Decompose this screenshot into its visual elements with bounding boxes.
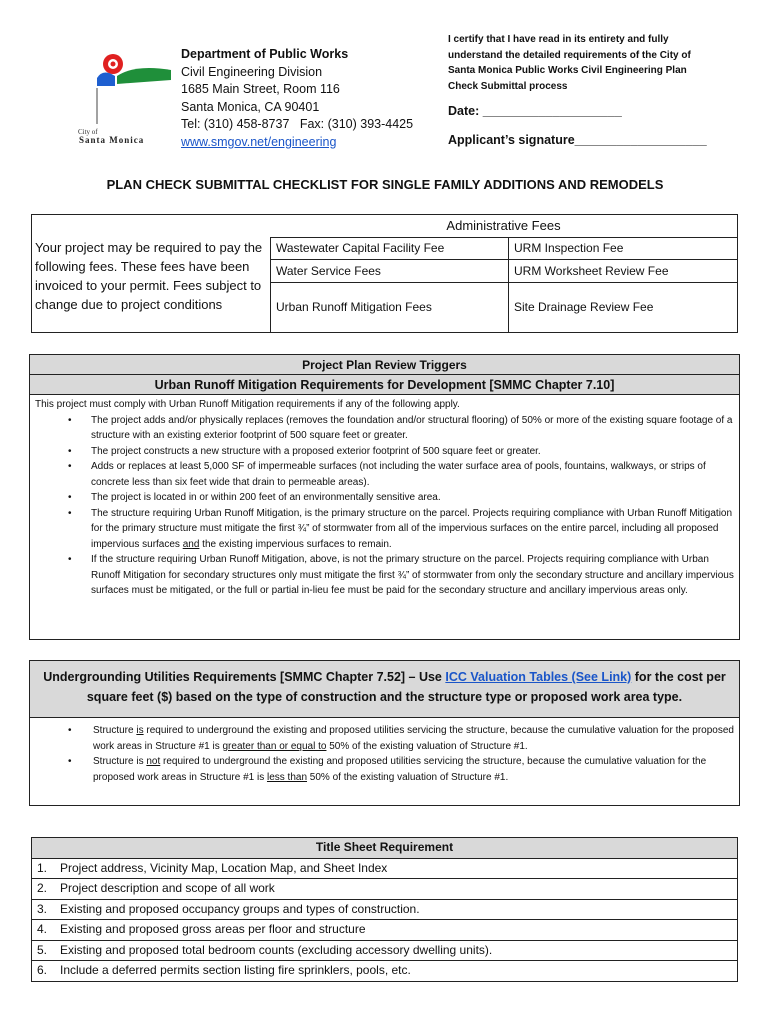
city-logo — [75, 46, 175, 156]
triggers-subheader: Urban Runoff Mitigation Requirements for Development [SMMC Chapter 7.10] — [30, 375, 739, 395]
fee-item: Urban Runoff Mitigation Fees — [270, 282, 508, 332]
title-sheet-header: Title Sheet Requirement — [32, 838, 737, 858]
certification-text: I certify that I have read in its entirety and fully understand the detailed requirements of the City of Santa Monica Public Works Civil Engineering Plan Check Submittal process — [448, 34, 691, 92]
website-link[interactable]: www.smgov.net/engineering — [181, 134, 337, 149]
date-field[interactable]: Date: ____________________ — [448, 104, 622, 118]
table-row: 3. Existing and proposed occupancy groups and types of construction. — [32, 899, 737, 920]
triggers-intro: This project must comply with Urban Runoff Mitigation requirements if any of the following apply. — [35, 399, 460, 410]
fee-item: Water Service Fees — [270, 259, 508, 282]
fee-item: URM Worksheet Review Fee — [508, 259, 737, 282]
phone-fax: Tel: (310) 458-8737 Fax: (310) 393-4425 — [181, 117, 414, 131]
page-title: PLAN CHECK SUBMITTAL CHECKLIST FOR SINGLE FAMILY ADDITIONS AND REMODELS — [106, 177, 664, 192]
signature-field[interactable]: Applicant’s signature___________________ — [448, 133, 707, 147]
undergrounding-body — [35, 723, 735, 785]
division-name: Civil Engineering Division — [181, 64, 323, 79]
triggers-body — [35, 397, 735, 599]
fee-item: Wastewater Capital Facility Fee — [270, 237, 508, 259]
table-row: 4. Existing and proposed gross areas per floor and structure — [32, 919, 737, 940]
list-item: • Structure is not required to underground the existing and proposed utilities servicing the structure, because the cumulative valuation for the proposed work areas in Structure #1 is less than 50% of the existing valuation of Structure #1. — [35, 754, 735, 785]
triggers-header: Project Plan Review Triggers — [30, 355, 739, 375]
department-name: Department of Public Works — [181, 47, 349, 61]
logo-text: Santa Monica — [79, 135, 145, 145]
list-item: • The project adds and/or physically replaces (removes the foundation and/or structural flooring) of 50% or more of the existing square footage of a structure with an existing exterior footprint of 500 square feet or greater. — [35, 413, 735, 444]
table-row: 5. Existing and proposed total bedroom counts (excluding accessory dwelling units). — [32, 940, 737, 961]
list-item: • If the structure requiring Urban Runoff Mitigation, above, is not the primary structure on the parcel. Projects requiring compliance with Urban Runoff Mitigation for secondary structures only must mitigate the first ¾” of stormwater from only the secondary structure and ancillary impervious surfaces must be mitigated, or the full or partial in-lieu fee must be paid for the secondary structure and ancillary impervious areas only. — [35, 552, 735, 599]
list-item: • The project constructs a new structure with a proposed exterior footprint of 500 square feet or greater. — [35, 444, 735, 460]
fee-item: Site Drainage Review Fee — [508, 282, 737, 332]
fee-item: URM Inspection Fee — [508, 237, 737, 259]
fees-header: Administrative Fees — [446, 218, 561, 233]
list-item: • The project is located in or within 200 feet of an environmentally sensitive area. — [35, 490, 735, 506]
table-row: 1. Project address, Vicinity Map, Location Map, and Sheet Index — [32, 858, 737, 879]
title-sheet-table — [31, 837, 738, 982]
address-line-1: 1685 Main Street, Room 116 — [181, 82, 340, 96]
table-row: 2. Project description and scope of all work — [32, 878, 737, 899]
svg-text:City of: City of — [78, 128, 98, 136]
address-line-2: Santa Monica, CA 90401 — [181, 99, 320, 114]
table-row: 6. Include a deferred permits section listing fire sprinklers, pools, etc. — [32, 960, 737, 981]
list-item: • The structure requiring Urban Runoff Mitigation, is the primary structure on the parcel. Projects requiring compliance with Urban Runoff Mitigation for the primary structure must mitigate the first ¾” of stormwater from all of the impervious surfaces on the entire parcel, including all proposed impervious surfaces and the existing impervious surfaces to remain. — [35, 506, 735, 553]
list-item: • Structure is required to underground the existing and proposed utilities servicing the structure, because the cumulative valuation for the proposed work areas in Structure #1 is greater than or equal to 50% of the existing valuation of Structure #1. — [35, 723, 735, 754]
administrative-fees-table — [31, 214, 738, 333]
review-triggers-section — [29, 354, 740, 640]
undergrounding-section — [29, 660, 740, 806]
icc-valuation-link[interactable]: ICC Valuation Tables (See Link) — [445, 670, 632, 684]
list-item: • Adds or replaces at least 5,000 SF of impermeable surfaces (not including the water surface area of pools, fountains, walkways, or strips of concrete less than six feet wide that drain to permeable areas). — [35, 459, 735, 490]
department-info — [181, 46, 413, 151]
fees-description: Your project may be required to pay the following fees. These fees have been invoiced to your permit. Fees subject to change due to project conditions — [35, 240, 263, 312]
undergrounding-header: Undergrounding Utilities Requirements [SMMC Chapter 7.52] – Use ICC Valuation Tables (See Link) for the cost per square feet ($) based on the type of construction and the structure type or proposed work area type. — [30, 661, 739, 718]
